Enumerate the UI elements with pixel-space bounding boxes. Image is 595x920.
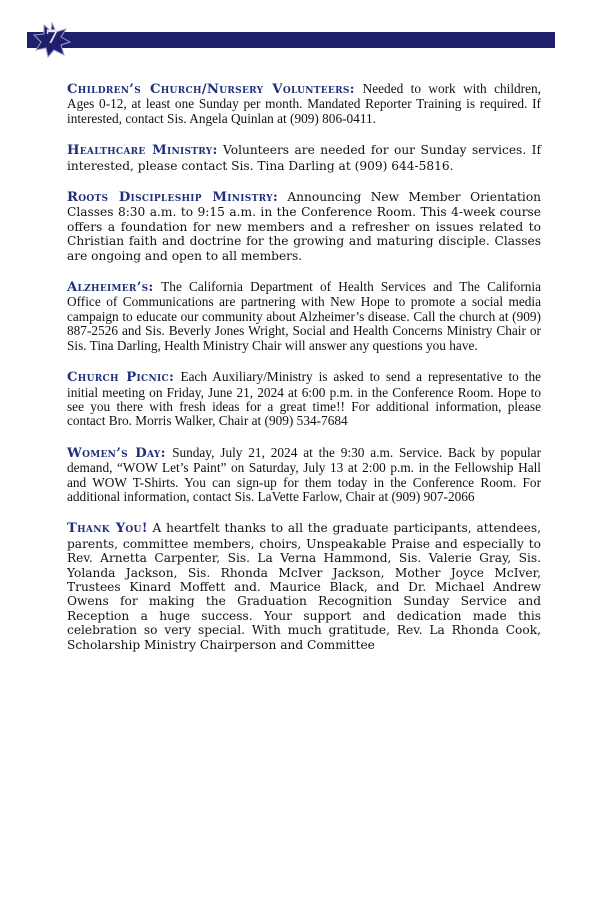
announcement-body: A heartfelt thanks to all the graduate participants, attendees, parents, committee members, choirs, Unspeakable Praise and especially to Rev. Arnetta Carpenter, Sis. La Verna Hammond, Sis. Valerie Gray, Sis. Yolanda Jackson, Sis. Rhonda McIver Jackson, Mother Joyce McIver, Trustees Kinard Moffett and. Maurice Black, and Dr. Michael Andrew Owens for making the Graduation Recognition Sunday Service and Reception a huge success. Your support and dedication made this celebration so very special. With much gratitude, Rev. La Rhonda Cook, Scholarship Ministry Chairperson and Committee: [67, 521, 541, 652]
announcement-heading: Children’s Church/Nursery Volunteers:: [67, 82, 355, 97]
announcement-body: Sunday, July 21, 2024 at the 9:30 a.m. Service. Back by popular demand, “WOW Let’s Paint” on Saturday, July 13 at 2:00 p.m. in the Fellowship Hall and WOW T-Shirts. You can sign-up for them today in the Conference Room. For additional information, contact Sis. LaVette Farlow, Chair at (909) 907-2066: [67, 444, 541, 504]
announcement-heading: Alzheimer’s:: [67, 280, 154, 296]
header-bar: [27, 32, 555, 48]
page-number: 7: [45, 26, 59, 48]
page-number-badge: [32, 22, 72, 58]
announcement-healthcare-ministry: [67, 143, 541, 173]
announcement-thank-you: [67, 521, 541, 652]
announcement-body: The California Department of Health Services and The California Office of Communications are partnering with New Hope to promote a social media campaign to educate our community about Alzheimer’s disease. Call the church at (909) 887-2526 and Sis. Beverly Jones Wright, Social and Health Concerns Ministry Chair or Sis. Tina Darling, Health Ministry Chair will answer any questions you have.: [67, 279, 541, 353]
announcement-alzheimers: [67, 280, 541, 353]
announcement-heading: Women’s Day:: [67, 445, 166, 461]
announcement-roots-discipleship: [67, 190, 541, 263]
announcements: [67, 82, 541, 669]
announcement-womens-day: [67, 446, 541, 505]
announcement-body: Announcing New Member Orientation Classes 8:30 a.m. to 9:15 a.m. in the Conference Room. This 4-week course offers a foundation for new members and a refresher on issues related to Christian faith and doctrine for the growing and maturing disciple. Classes are ongoing and open to all members.: [67, 190, 542, 263]
announcement-heading: Church Picnic:: [67, 370, 175, 386]
announcement-heading: Thank You!: [67, 521, 148, 537]
announcement-body: Needed to work with children, Ages 0-12, at least one Sunday per month. Mandated Reporter Training is required. If interested, contact Sis. Angela Quinlan at (909) 806-0411.: [67, 81, 541, 126]
announcement-heading: Healthcare Ministry:: [67, 143, 218, 159]
announcement-body: Volunteers are needed for our Sunday services. If interested, please contact Sis. Tina Darling at (909) 644-5816.: [67, 143, 541, 173]
announcement-body: Each Auxiliary/Ministry is asked to send a representative to the initial meeting on Friday, June 21, 2024 at 6:00 p.m. in the Conference Room. Hope to see you there with fresh ideas for a great time!! For additional information, please contact Bro. Morris Walker, Chair at (909) 534-7684: [67, 369, 541, 429]
announcement-children-church: [67, 82, 541, 126]
announcement-heading: Roots Discipleship Ministry:: [67, 190, 279, 206]
announcement-church-picnic: [67, 370, 541, 429]
